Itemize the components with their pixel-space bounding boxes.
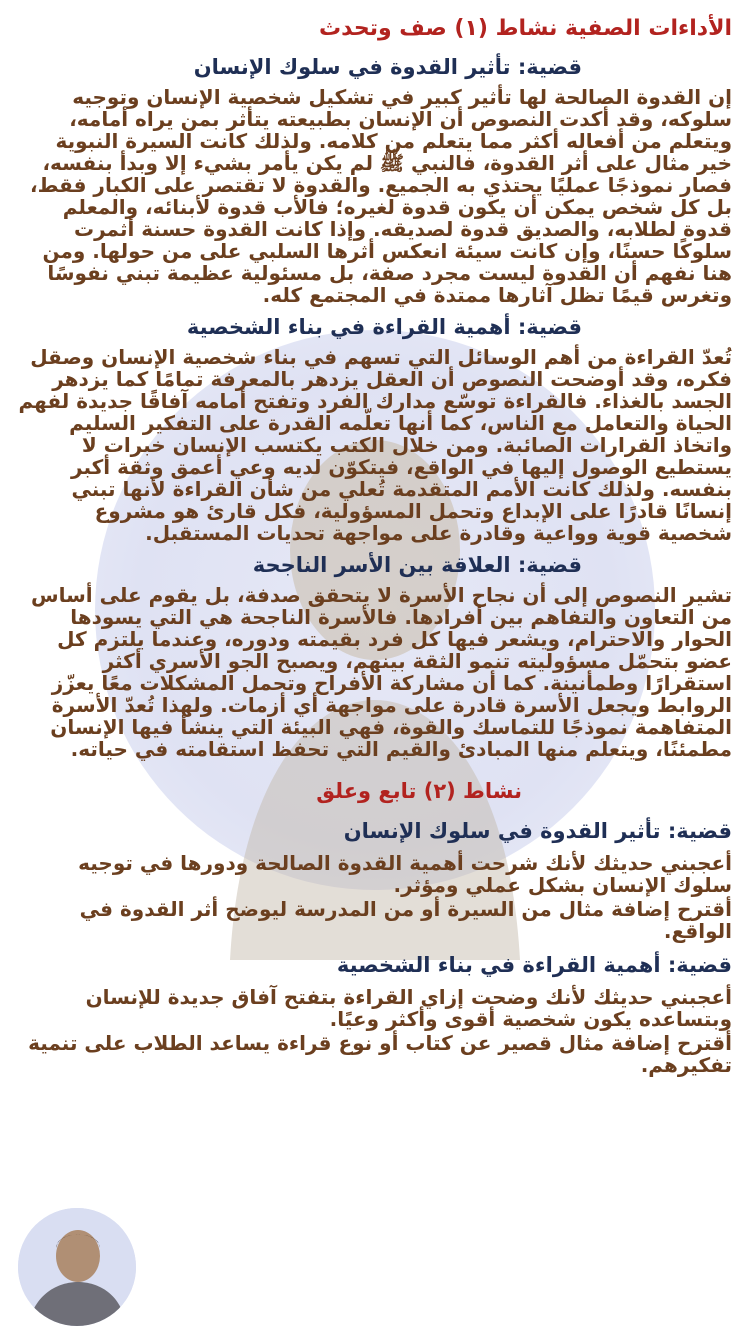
section-text-reading: تُعدّ القراءة من أهم الوسائل التي تسهم في بناء شخصية الإنسان وصقل فكره، وقد أوضحت النصوص أن العقل يزدهر بالمعرفة تمامًا كما يزدهر الجسد بالغذاء. فالقراءة توسّع مدارك الفرد وتفتح أمامه آفاقًا جديدة لفهم الحياة والتعامل مع الناس، كما أنها تعلّمه القدرة على التفكير السليم واتخاذ القرارات الصائبة. ومن خلال الكتب يكتسب الإنسان خبرات لا يستطيع الوصول إليها في الواقع، فيتكوّن لديه وعي أعمق وثقة أكبر بنفسه. ولذلك كانت الأمم المتقدمة تُعلي من شأن القراءة لأنها تبني إنسانًا قادرًا على الإبداع وتحمل المسؤولية، فكل قارئ هو مشروع شخصية قوية وواعية وقادرة على مواجهة تحديات المستقبل. — [18, 345, 732, 545]
section-text-role-model: إن القدوة الصالحة لها تأثير كبير في تشكيل شخصية الإنسان وتوجيه سلوكه، وقد أكدت النصوص أن الإنسان بطبيعته يتأثر بمن يراه أمامه، ويتعلم من أفعاله أكثر مما يتعلم من كلامه. ولذلك كانت السيرة النبوية خير مثال على أثر القدوة، فالنبي ﷺ لم يكن يأمر بشيء إلا وبدأ بنفسه، فصار نموذجًا عمليًا يحتذي به الجميع. والقدوة لا تقتصر على الكبار فقط، بل كل شخص يمكن أن يكون قدوة لغيره؛ فالأب قدوة لأبنائه، والمعلم قدوة لطلابه، والصديق قدوة لصديقه. وإذا كانت القدوة حسنة أثمرت سلوكًا حسنًا، وإن كانت سيئة انعكس أثرها السلبي على من حولها. ومن هنا نفهم أن القدوة ليست مجرد صفة، بل مسئولية عظيمة تبني نفوسًا وتغرس قيمًا تظل آثارها ممتدة في المجتمع كله. — [29, 85, 732, 307]
comment-line: أقترح إضافة مثال قصير عن كتاب أو نوع قراءة يساعد الطلاب على تنمية تفكيرهم. — [28, 1031, 732, 1077]
section-title-family: قضية: العلاقة بين الأسر الناجحة — [252, 553, 582, 577]
page-title: الأداءات الصفية نشاط (١) صف وتحدث — [319, 16, 732, 41]
comment-line: أقترح إضافة مثال من السيرة أو من المدرسة ليوضح أثر القدوة في الواقع. — [79, 897, 732, 943]
comment-line: أعجبني حديثك لأنك شرحت أهمية القدوة الصالحة ودورها في توجيه سلوك الإنسان بشكل عملي ومؤثر. — [78, 851, 732, 897]
activity2-title: نشاط (٢) تابع وعلق — [316, 779, 522, 803]
avatar — [18, 1208, 136, 1326]
section-text-family: تشير النصوص إلى أن نجاح الأسرة لا يتحقق صدفة، بل يقوم على أساس من التعاون والتفاهم بين أفرادها. فالأسرة الناجحة هي التي يسودها الحوار والاحترام، ويشعر فيها كل فرد بقيمته ودوره، وعندما يلتزم كل عضو بتحمّل مسؤوليته تنمو الثقة بينهم، ويصبح الجو الأسري أكثر استقرارًا وطمأنينة. كما أن مشاركة الأفراح وتحمل المشكلات معًا يعزّز الروابط ويجعل الأسرة قادرة على مواجهة أي أزمات. ولهذا تُعدّ الأسرة المتفاهمة نموذجًا للتماسك والقوة، فهي البيئة التي ينشأ فيها الإنسان مطمئنًا، ويتعلم منها المبادئ والقيم التي تحفظ استقامته في حياته. — [31, 583, 732, 761]
comment-line: أعجبني حديثك لأنك وضحت إزاي القراءة بتفتح آفاق جديدة للإنسان وبتساعده يكون شخصية أقوى وأكثر وعيًا. — [85, 985, 732, 1031]
avatar-icon — [18, 1208, 136, 1326]
section-title-role-model: قضية: تأثير القدوة في سلوك الإنسان — [193, 55, 582, 79]
comment-title-reading: قضية: أهمية القراءة في بناء الشخصية — [336, 953, 732, 977]
comment-title-role-model: قضية: تأثير القدوة في سلوك الإنسان — [343, 819, 732, 843]
section-title-reading: قضية: أهمية القراءة في بناء الشخصية — [186, 315, 582, 339]
